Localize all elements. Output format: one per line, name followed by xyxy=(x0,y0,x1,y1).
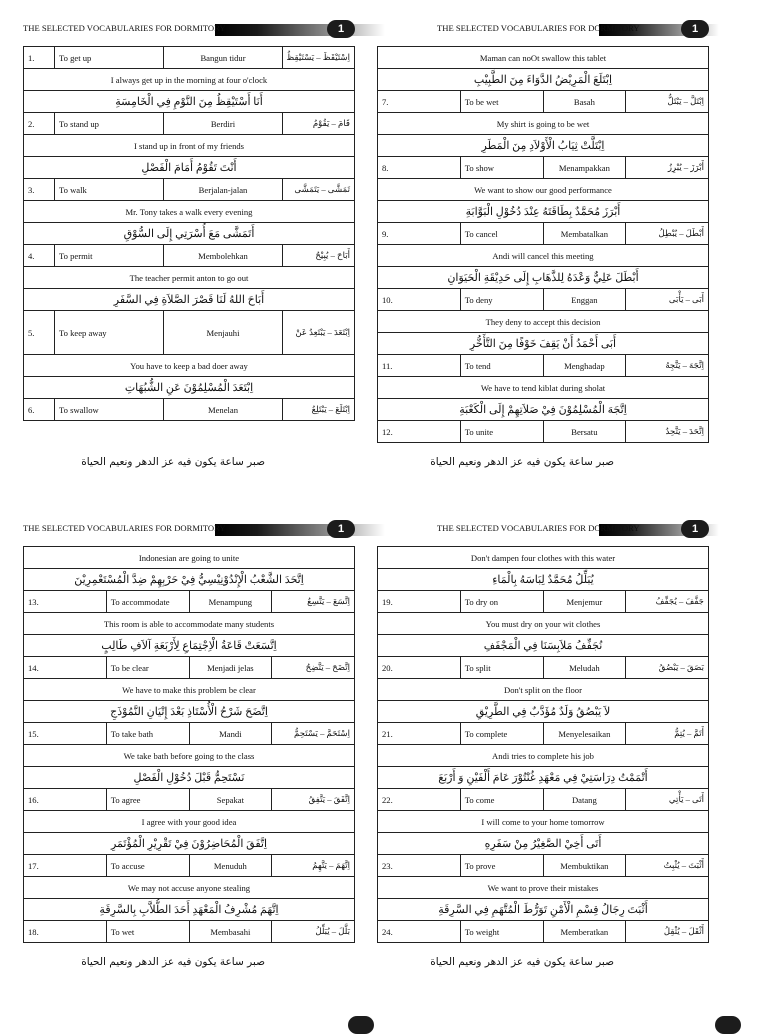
arabic-word: اِبْتَعَدَ – يَبْتَعِدُ عَنْ xyxy=(283,311,355,355)
arabic-word: اِتَّضَحَ – يَتَّضِحُ xyxy=(272,657,355,679)
footer-quote: صبر ساعة يكون فيه عز الدهر ونعيم الحياة xyxy=(430,456,614,468)
arabic-example-row xyxy=(24,833,355,855)
example-sentence: I stand up in front of my friends xyxy=(24,135,355,157)
english-word: To take bath xyxy=(106,723,189,745)
entry-number: 19. xyxy=(378,591,461,613)
english-word: To split xyxy=(460,657,543,679)
english-word: To show xyxy=(460,157,543,179)
vocab-table xyxy=(23,546,355,943)
vocab-row xyxy=(24,921,355,943)
indonesian-word: Enggan xyxy=(543,289,626,311)
example-sentence: You must dry on your wit clothes xyxy=(378,613,709,635)
vocab-table-body xyxy=(24,547,355,943)
vocab-row xyxy=(378,723,709,745)
arabic-example-row xyxy=(24,223,355,245)
arabic-example: أَتَمَشَّى مَعَ أُسْرَتِي إِلَى السُّوْقِ xyxy=(24,223,355,245)
arabic-example: أَثْبَتَ رِجَالُ قِسْمِ الْأَمْنِ تَوَرُّطَ الْمُتَّهَمِ فِي السَّرِقَةِ xyxy=(378,899,709,921)
page-number-badge: 1 xyxy=(327,520,355,538)
entry-number: 6. xyxy=(24,399,55,421)
indonesian-word: Membasahi xyxy=(189,921,272,943)
english-word: To come xyxy=(460,789,543,811)
header-gradient-bar xyxy=(215,24,385,36)
arabic-example-row xyxy=(24,289,355,311)
arabic-example: أَبْرَزَ مُحَمَّدٌ بِطَاقَتَهُ عِنْدَ دُخُوْلِ الْبَوَّابَةِ xyxy=(378,201,709,223)
indonesian-word: Datang xyxy=(543,789,626,811)
english-word: To wet xyxy=(106,921,189,943)
arabic-example: اِتَّسَعَتْ قَاعَةُ الْاِجْتِمَاعِ لِأَرْبَعَةِ آلاَفِ طَالِبٍ xyxy=(24,635,355,657)
english-word: To swallow xyxy=(55,399,164,421)
arabic-example: أَنَا أَسْتَيْقِظُ مِنَ النَّوْمِ فِي الْخَامِسَةِ xyxy=(24,91,355,113)
arabic-word: تَمَشَّى – يَتَمَشَّى xyxy=(283,179,355,201)
example-sentence: Andi tries to complete his job xyxy=(378,745,709,767)
arabic-word: اِبْتَلَّ – يَبْتَلُّ xyxy=(626,91,709,113)
english-word: To be wet xyxy=(460,91,543,113)
arabic-example-row xyxy=(378,267,709,289)
example-sentence: My shirt is going to be wet xyxy=(378,113,709,135)
indonesian-word: Membatalkan xyxy=(543,223,626,245)
entry-number: 14. xyxy=(24,657,107,679)
entry-number: 13. xyxy=(24,591,107,613)
arabic-example: أَنْتَ تَقُوْمُ أَمَامَ الْفَصْلِ xyxy=(24,157,355,179)
vocab-row xyxy=(24,399,355,421)
vocab-row xyxy=(24,591,355,613)
vocab-row xyxy=(24,47,355,69)
arabic-example: نُجَفِّفُ مَلاَبِسَنَا فِي الْمَجْفَفِ xyxy=(378,635,709,657)
example-sentence-row xyxy=(378,47,709,69)
english-word: To weight xyxy=(460,921,543,943)
indonesian-word: Mandi xyxy=(189,723,272,745)
example-sentence: I will come to your home tomorrow xyxy=(378,811,709,833)
vocab-table xyxy=(23,46,355,421)
entry-number: 2. xyxy=(24,113,55,135)
indonesian-word: Menjemur xyxy=(543,591,626,613)
vocab-row xyxy=(24,789,355,811)
arabic-word: بَلَّلَ – يُبَلِّلُ xyxy=(272,921,355,943)
arabic-example-row xyxy=(24,701,355,723)
arabic-word: أَبَاحَ – يُبِيْحُ xyxy=(283,245,355,267)
entry-number: 11. xyxy=(378,355,461,377)
arabic-example-row xyxy=(378,701,709,723)
arabic-word: اِتَّفَقَ – يَتَّفِقُ xyxy=(272,789,355,811)
indonesian-word: Bersatu xyxy=(543,421,626,443)
vocab-row xyxy=(24,179,355,201)
arabic-example: أَتْمَمْتُ دِرَاسَتِيْ فِي مَعْهَدِ غُنْتُوْرَ عَامَ أَلْفَيْنِ وَ أَرْبَعَ xyxy=(378,767,709,789)
example-sentence: We have to tend kiblat during sholat xyxy=(378,377,709,399)
english-word: To walk xyxy=(55,179,164,201)
example-sentence: Andi will cancel this meeting xyxy=(378,245,709,267)
vocab-row xyxy=(378,657,709,679)
arabic-word: أَتَى – يَأْتِي xyxy=(626,789,709,811)
arabic-example: أَبْطَلَ عَلِيٌّ وَعْدَهُ لِلذَّهَابِ إِلَى حَدِيْقَةِ الْحَيَوَانِ xyxy=(378,267,709,289)
example-sentence: Don't split on the floor xyxy=(378,679,709,701)
indonesian-word: Bangun tidur xyxy=(164,47,283,69)
example-sentence-row xyxy=(24,267,355,289)
english-word: To cancel xyxy=(460,223,543,245)
indonesian-word: Menjauhi xyxy=(164,311,283,355)
vocab-row xyxy=(378,289,709,311)
example-sentence: Indonesian are going to unite xyxy=(24,547,355,569)
example-sentence-row xyxy=(378,245,709,267)
entry-number: 22. xyxy=(378,789,461,811)
arabic-example-row xyxy=(24,635,355,657)
arabic-word: اِتَّهَمَ – يَتَّهِمُ xyxy=(272,855,355,877)
arabic-example: نَسْتَحِمُّ قَبْلَ دُخُوْلِ الْفَصْلِ xyxy=(24,767,355,789)
arabic-word: أَبْطَلَ – يُبْطِلُ xyxy=(626,223,709,245)
next-page-badge xyxy=(348,1016,374,1034)
arabic-example-row xyxy=(378,135,709,157)
footer-quote: صبر ساعة يكون فيه عز الدهر ونعيم الحياة xyxy=(81,456,265,468)
example-sentence: I always get up in the morning at four o'clock xyxy=(24,69,355,91)
entry-number: 17. xyxy=(24,855,107,877)
indonesian-word: Sepakat xyxy=(189,789,272,811)
english-word: To complete xyxy=(460,723,543,745)
arabic-word: أَبَى – يَأْبَى xyxy=(626,289,709,311)
example-sentence: We may not accuse anyone stealing xyxy=(24,877,355,899)
example-sentence-row xyxy=(378,679,709,701)
vocab-row xyxy=(378,355,709,377)
arabic-example-row xyxy=(24,899,355,921)
arabic-example-row xyxy=(378,767,709,789)
indonesian-word: Membolehkan xyxy=(164,245,283,267)
example-sentence: They deny to accept this decision xyxy=(378,311,709,333)
arabic-word: اِسْتَيْقَظَ – يَسْتَيْقِظُ xyxy=(283,47,355,69)
vocab-row xyxy=(378,421,709,443)
example-sentence: We have to make this problem be clear xyxy=(24,679,355,701)
indonesian-word: Menampakkan xyxy=(543,157,626,179)
entry-number: 9. xyxy=(378,223,461,245)
english-word: To accuse xyxy=(106,855,189,877)
page-number-badge: 1 xyxy=(327,20,355,38)
example-sentence: The teacher permit anton to go out xyxy=(24,267,355,289)
example-sentence-row xyxy=(378,547,709,569)
arabic-example: اِتَّضَحَ شَرْحُ الْأُسْتَاذِ بَعْدَ إِتْيَانِ النَّمُوْذَجِ xyxy=(24,701,355,723)
vocab-row xyxy=(24,245,355,267)
example-sentence-row xyxy=(24,613,355,635)
vocab-page-3 xyxy=(23,518,355,968)
example-sentence-row xyxy=(24,355,355,377)
arabic-example-row xyxy=(378,833,709,855)
arabic-example-row xyxy=(378,399,709,421)
arabic-example: أَتَى أَخِيْ الصَّغِيْرُ مِنْ سَفَرِهِ xyxy=(378,833,709,855)
arabic-word: اِتَّجَهَ – يَتَّجِهُ xyxy=(626,355,709,377)
example-sentence-row xyxy=(378,613,709,635)
example-sentence-row xyxy=(378,377,709,399)
arabic-word: جَفَّفَ – يُجَفِّفُ xyxy=(626,591,709,613)
vocab-table xyxy=(377,546,709,943)
vocab-row xyxy=(378,855,709,877)
vocab-row xyxy=(378,921,709,943)
entry-number: 18. xyxy=(24,921,107,943)
page-header xyxy=(23,518,355,540)
indonesian-word: Menyelesaikan xyxy=(543,723,626,745)
vocab-row xyxy=(378,789,709,811)
example-sentence-row xyxy=(378,179,709,201)
entry-number: 24. xyxy=(378,921,461,943)
vocab-page-2 xyxy=(377,18,709,468)
arabic-example: اِتَّهَمَ مُشْرِفُ الْمَعْهَدِ أَحَدَ الطُّلاَّبِ بِالسَّرِقَةِ xyxy=(24,899,355,921)
example-sentence-row xyxy=(24,877,355,899)
indonesian-word: Berdiri xyxy=(164,113,283,135)
example-sentence: We take bath before going to the class xyxy=(24,745,355,767)
arabic-word: اِتَّحَدَ – يَتَّحِدُ xyxy=(626,421,709,443)
example-sentence: Don't dampen four clothes with this water xyxy=(378,547,709,569)
arabic-example: اِتَّجَهَ الْمُسْلِمُوْنَ فِيْ صَلاَتِهِمْ إِلَى الْكَعْبَةِ xyxy=(378,399,709,421)
next-page-badge xyxy=(715,1016,741,1034)
arabic-example-row xyxy=(378,201,709,223)
arabic-example-row xyxy=(378,899,709,921)
arabic-example: اِبْتَعَدَ الْمُسْلِمُوْنَ عَنِ الشُّبُهَاتِ xyxy=(24,377,355,399)
example-sentence-row xyxy=(378,877,709,899)
english-word: To agree xyxy=(106,789,189,811)
english-word: To unite xyxy=(460,421,543,443)
english-word: To tend xyxy=(460,355,543,377)
example-sentence-row xyxy=(378,811,709,833)
example-sentence: Mr. Tony takes a walk every evening xyxy=(24,201,355,223)
page-header xyxy=(377,518,709,540)
entry-number: 4. xyxy=(24,245,55,267)
arabic-word: اِسْتَحَمَّ – يَسْتَحِمُّ xyxy=(272,723,355,745)
header-title: THE SELECTED VOCABULARIES FOR DORMITORY xyxy=(437,23,640,33)
arabic-example: أَبَاحَ اللهُ لَنَا قَصْرَ الصَّلاَةِ فِي السَّفَرِ xyxy=(24,289,355,311)
english-word: To be clear xyxy=(106,657,189,679)
vocab-table-body xyxy=(378,47,709,443)
vocab-row xyxy=(24,657,355,679)
arabic-example-row xyxy=(24,767,355,789)
entry-number: 10. xyxy=(378,289,461,311)
arabic-word: أَثْقَلَ – يُثْقِلُ xyxy=(626,921,709,943)
arabic-word: أَثْبَتَ – يُثْبِتُ xyxy=(626,855,709,877)
arabic-example-row xyxy=(378,333,709,355)
arabic-example: أَبَى أَحْمَدُ أَنْ يَقِفَ خَوْفًا مِنَ التَّأَخُّرِ xyxy=(378,333,709,355)
page-header xyxy=(377,18,709,40)
entry-number: 23. xyxy=(378,855,461,877)
header-title: THE SELECTED VOCABULARIES FOR DORMITORY xyxy=(23,523,226,533)
entry-number: 20. xyxy=(378,657,461,679)
entry-number: 8. xyxy=(378,157,461,179)
indonesian-word: Basah xyxy=(543,91,626,113)
english-word: To prove xyxy=(460,855,543,877)
indonesian-word: Membuktikan xyxy=(543,855,626,877)
indonesian-word: Menuduh xyxy=(189,855,272,877)
page-number-badge: 1 xyxy=(681,520,709,538)
example-sentence: This room is able to accommodate many students xyxy=(24,613,355,635)
vocab-row xyxy=(378,157,709,179)
footer-quote: صبر ساعة يكون فيه عز الدهر ونعيم الحياة xyxy=(81,956,265,968)
arabic-word: اِتَّسَعَ – يَتَّسِعُ xyxy=(272,591,355,613)
vocab-table-body xyxy=(24,47,355,421)
arabic-example-row xyxy=(378,635,709,657)
header-title: THE SELECTED VOCABULARIES FOR DORMITORY xyxy=(437,523,640,533)
vocab-page-1 xyxy=(23,18,355,468)
arabic-word: أَبْرَزَ – يُبْرِزُ xyxy=(626,157,709,179)
entry-number: 5. xyxy=(24,311,55,355)
indonesian-word: Menampung xyxy=(189,591,272,613)
arabic-word: أَتَمَّ – يُتِمُّ xyxy=(626,723,709,745)
header-title: THE SELECTED VOCABULARIES FOR DORMITORY xyxy=(23,23,226,33)
arabic-example: اِبْتَلَّتْ ثِيَابُ الْأَوْلاَدِ مِنَ الْمَطَرِ xyxy=(378,135,709,157)
vocab-row xyxy=(24,723,355,745)
header-gradient-bar xyxy=(215,524,385,536)
arabic-example: اِتَّفَقَ الْمُحَاضِرُوْنَ فِيْ تَقْرِيْرِ الْمُؤْتَمَرِ xyxy=(24,833,355,855)
vocab-row xyxy=(24,113,355,135)
vocab-row xyxy=(24,311,355,355)
example-sentence: You have to keep a bad doer away xyxy=(24,355,355,377)
entry-number: 21. xyxy=(378,723,461,745)
arabic-example-row xyxy=(24,157,355,179)
entry-number: 7. xyxy=(378,91,461,113)
english-word: To keep away xyxy=(55,311,164,355)
arabic-example: يُبَلِّلُ مُحَمَّدٌ لِبَاسَهُ بِالْمَاءِ xyxy=(378,569,709,591)
footer-quote: صبر ساعة يكون فيه عز الدهر ونعيم الحياة xyxy=(430,956,614,968)
arabic-example-row xyxy=(378,69,709,91)
example-sentence-row xyxy=(24,69,355,91)
entry-number: 12. xyxy=(378,421,461,443)
arabic-example-row xyxy=(24,569,355,591)
example-sentence-row xyxy=(378,113,709,135)
english-word: To deny xyxy=(460,289,543,311)
arabic-example: اِتَّحَدَ الشَّعْبُ الْإِنْدُوْنِيْسِيُّ فِيْ حَرْبِهِمْ ضِدَّ الْمُسْتَعْمِرِيْنَ xyxy=(24,569,355,591)
entry-number: 15. xyxy=(24,723,107,745)
arabic-example: لاَ يَبْصُقُ وَلَدٌ مُؤَدَّبٌ فِي الطَّرِيْقِ xyxy=(378,701,709,723)
english-word: To permit xyxy=(55,245,164,267)
page-number-badge: 1 xyxy=(681,20,709,38)
entry-number: 16. xyxy=(24,789,107,811)
vocab-table xyxy=(377,46,709,443)
indonesian-word: Memberatkan xyxy=(543,921,626,943)
vocab-page-4 xyxy=(377,518,709,968)
arabic-example: اِبْتَلَعَ الْمَرِيْضُ الدَّوَاءَ مِنَ الطَّبِيْبِ xyxy=(378,69,709,91)
arabic-word: بَصَقَ – يَبْصُقُ xyxy=(626,657,709,679)
entry-number: 1. xyxy=(24,47,55,69)
english-word: To dry on xyxy=(460,591,543,613)
example-sentence-row xyxy=(24,811,355,833)
indonesian-word: Berjalan-jalan xyxy=(164,179,283,201)
example-sentence: Maman can noOt swallow this tablet xyxy=(378,47,709,69)
arabic-word: قَامَ – يَقُوْمُ xyxy=(283,113,355,135)
vocab-row xyxy=(378,591,709,613)
indonesian-word: Menghadap xyxy=(543,355,626,377)
example-sentence-row xyxy=(24,201,355,223)
arabic-word: اِبْتَلَعَ – يَبْتَلِعُ xyxy=(283,399,355,421)
english-word: To stand up xyxy=(55,113,164,135)
arabic-example-row xyxy=(24,377,355,399)
example-sentence-row xyxy=(24,547,355,569)
example-sentence: We want to prove their mistakes xyxy=(378,877,709,899)
example-sentence: We want to show our good performance xyxy=(378,179,709,201)
example-sentence-row xyxy=(378,745,709,767)
entry-number: 3. xyxy=(24,179,55,201)
english-word: To accommodate xyxy=(106,591,189,613)
indonesian-word: Menjadi jelas xyxy=(189,657,272,679)
example-sentence-row xyxy=(24,679,355,701)
vocab-table-body xyxy=(378,547,709,943)
vocab-row xyxy=(378,223,709,245)
indonesian-word: Menelan xyxy=(164,399,283,421)
english-word: To get up xyxy=(55,47,164,69)
indonesian-word: Meludah xyxy=(543,657,626,679)
vocab-row xyxy=(24,855,355,877)
arabic-example-row xyxy=(378,569,709,591)
example-sentence-row xyxy=(24,745,355,767)
vocab-row xyxy=(378,91,709,113)
page-header xyxy=(23,18,355,40)
arabic-example-row xyxy=(24,91,355,113)
example-sentence-row xyxy=(378,311,709,333)
example-sentence-row xyxy=(24,135,355,157)
example-sentence: I agree with your good idea xyxy=(24,811,355,833)
